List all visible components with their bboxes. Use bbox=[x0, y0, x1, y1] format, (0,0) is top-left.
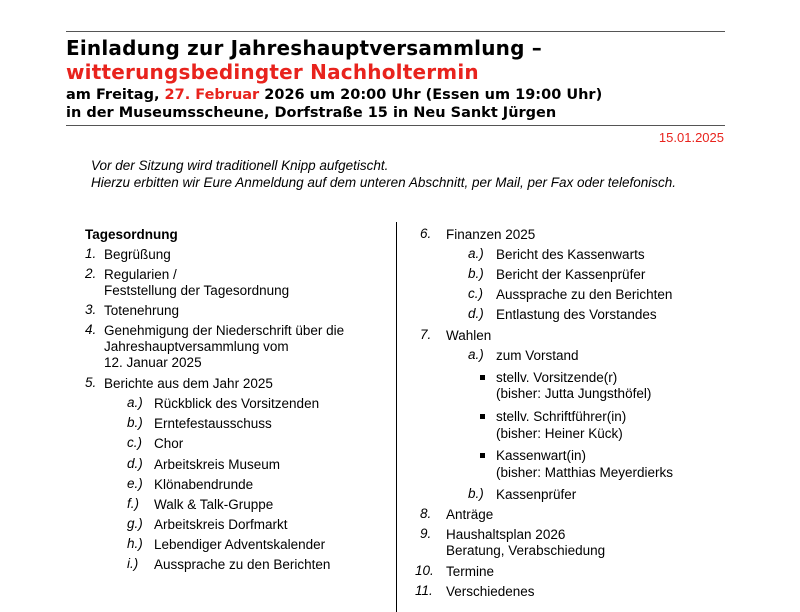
agenda-heading: Tagesordnung bbox=[85, 227, 178, 242]
agenda-item-cont: 12. Januar 2025 bbox=[104, 355, 202, 370]
agenda-subitem: Klönabendrunde bbox=[154, 477, 254, 492]
agenda-subitem: Entlastung des Vorstandes bbox=[496, 307, 657, 322]
agenda-number: 8. bbox=[420, 506, 432, 521]
agenda-subnumber: g.) bbox=[127, 516, 143, 531]
agenda-subitem: Walk & Talk-Gruppe bbox=[154, 497, 274, 512]
event-date-line: am Freitag, 27. Februar 2026 um 20:00 Uhr (Essen um 19:00 Uhr) bbox=[66, 87, 603, 103]
agenda-number: 11. bbox=[415, 583, 433, 598]
agenda-number: 6. bbox=[420, 226, 432, 241]
agenda-subnumber: i.) bbox=[127, 556, 139, 571]
agenda-number: 10. bbox=[415, 563, 434, 578]
election-position: stellv. Schriftführer(in) bbox=[496, 409, 627, 424]
agenda-item: Genehmigung der Niederschrift über die bbox=[104, 323, 345, 338]
agenda-item: Anträge bbox=[446, 507, 494, 522]
title-line-1: Einladung zur Jahreshauptversammlung – bbox=[66, 36, 542, 60]
agenda-subnumber: e.) bbox=[127, 476, 143, 491]
agenda-subnumber: b.) bbox=[468, 266, 484, 281]
agenda-subnumber: d.) bbox=[468, 306, 484, 321]
agenda-number: 3. bbox=[85, 302, 97, 317]
agenda-item-cont: Jahreshauptversammlung vom bbox=[104, 339, 289, 354]
intro-line-1: Vor der Sitzung wird traditionell Knipp aufgetischt. bbox=[91, 158, 389, 173]
agenda-number: 5. bbox=[85, 375, 97, 390]
agenda-subitem: Aussprache zu den Berichten bbox=[154, 557, 331, 572]
agenda-item: Totenehrung bbox=[104, 303, 180, 318]
agenda-subitem: Erntefestausschuss bbox=[154, 416, 272, 431]
agenda-item-cont: Feststellung der Tagesordnung bbox=[104, 283, 290, 298]
election-previous: (bisher: Jutta Jungsthöfel) bbox=[496, 386, 652, 401]
agenda-item: Finanzen 2025 bbox=[446, 227, 536, 242]
agenda-item: Wahlen bbox=[446, 328, 492, 343]
header-rule bbox=[66, 125, 725, 126]
agenda-item: Termine bbox=[446, 564, 495, 579]
agenda-number: 1. bbox=[85, 246, 97, 261]
agenda-subitem: Arbeitskreis Dorfmarkt bbox=[154, 517, 288, 532]
agenda-item: Regularien / bbox=[104, 267, 177, 282]
agenda-item: Begrüßung bbox=[104, 247, 171, 262]
document-date: 15.01.2025 bbox=[658, 130, 724, 145]
agenda-subnumber: h.) bbox=[127, 536, 143, 551]
election-position: stellv. Vorsitzende(r) bbox=[496, 370, 618, 385]
agenda-item-cont: Beratung, Verabschiedung bbox=[446, 543, 606, 558]
agenda-subitem: Chor bbox=[154, 436, 184, 451]
election-position: Kassenwart(in) bbox=[496, 448, 587, 463]
agenda-subitem: Rückblick des Vorsitzenden bbox=[154, 396, 320, 411]
intro-line-2: Hierzu erbitten wir Eure Anmeldung auf dem unteren Abschnitt, per Mail, per Fax oder telefonisch. bbox=[91, 175, 677, 190]
bullet-icon bbox=[480, 375, 485, 380]
agenda-subitem: Arbeitskreis Museum bbox=[154, 457, 281, 472]
title-line-2: witterungsbedingter Nachholtermin bbox=[66, 60, 479, 84]
agenda-subnumber: c.) bbox=[468, 286, 483, 301]
event-location-line: in der Museumsscheune, Dorfstraße 15 in Neu Sankt Jürgen bbox=[66, 105, 557, 121]
bullet-icon bbox=[480, 414, 485, 419]
agenda-number: 9. bbox=[420, 526, 432, 541]
agenda-subnumber: a.) bbox=[468, 347, 484, 362]
agenda-subnumber: b.) bbox=[127, 415, 143, 430]
agenda-subnumber: a.) bbox=[127, 395, 143, 410]
agenda-item: Verschiedenes bbox=[446, 584, 535, 599]
election-previous: (bisher: Matthias Meyerdierks bbox=[496, 465, 674, 480]
agenda-subitem: Kassenprüfer bbox=[496, 487, 577, 502]
agenda-subitem: Aussprache zu den Berichten bbox=[496, 287, 673, 302]
election-previous: (bisher: Heiner Kück) bbox=[496, 426, 623, 441]
agenda-subitem: Bericht der Kassenprüfer bbox=[496, 267, 646, 282]
column-divider bbox=[396, 222, 397, 612]
agenda-item: Berichte aus dem Jahr 2025 bbox=[104, 376, 273, 391]
bullet-icon bbox=[480, 453, 485, 458]
agenda-subnumber: b.) bbox=[468, 486, 484, 501]
agenda-number: 7. bbox=[420, 327, 432, 342]
agenda-subitem: zum Vorstand bbox=[496, 348, 579, 363]
agenda-number: 4. bbox=[85, 322, 97, 337]
agenda-subnumber: f.) bbox=[127, 496, 139, 511]
agenda-subitem: Bericht des Kassenwarts bbox=[496, 247, 645, 262]
agenda-subnumber: a.) bbox=[468, 246, 484, 261]
agenda-subnumber: c.) bbox=[127, 435, 142, 450]
agenda-subnumber: d.) bbox=[127, 456, 143, 471]
agenda-item: Haushaltsplan 2026 bbox=[446, 527, 566, 542]
top-rule bbox=[66, 31, 725, 32]
agenda-subitem: Lebendiger Adventskalender bbox=[154, 537, 326, 552]
event-date: 27. Februar bbox=[164, 87, 260, 103]
agenda-number: 2. bbox=[85, 266, 97, 281]
